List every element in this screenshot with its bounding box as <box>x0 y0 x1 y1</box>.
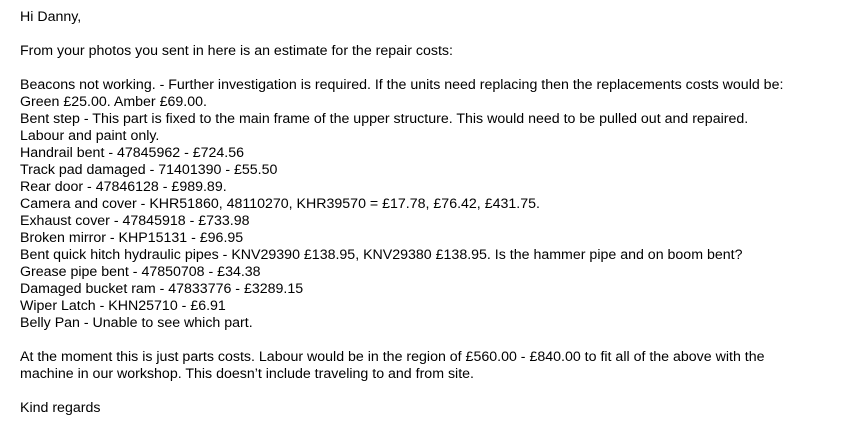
paragraph-gap <box>20 60 850 77</box>
list-item: Exhaust cover - 47845918 - £733.98 <box>20 213 250 229</box>
closing-paragraph-line: At the moment this is just parts costs. Labour would be in the region of £560.00 - £840.00 to fit all of the above with the <box>20 349 765 365</box>
list-item: Handrail bent - 47845962 - £724.56 <box>20 145 245 161</box>
sign-off: Kind regards <box>20 400 101 416</box>
list-item: Grease pipe bent - 47850708 - £34.38 <box>20 264 261 280</box>
list-item: Belly Pan - Unable to see which part. <box>20 315 253 331</box>
list-item: Green £25.00. Amber £69.00. <box>20 94 207 110</box>
list-item: Track pad damaged - 71401390 - £55.50 <box>20 162 278 178</box>
intro-text: From your photos you sent in here is an estimate for the repair costs: <box>20 43 453 59</box>
closing-paragraph-line: machine in our workshop. This doesn’t include traveling to and from site. <box>20 366 474 382</box>
list-item: Beacons not working. - Further investigation is required. If the units need replacing then the replacements costs would be: <box>20 77 784 93</box>
paragraph-gap <box>20 383 850 400</box>
list-item: Labour and paint only. <box>20 128 160 144</box>
list-item: Camera and cover - KHR51860, 48110270, KHR39570 = £17.78, £76.42, £431.75. <box>20 196 540 212</box>
list-item: Bent step - This part is fixed to the main frame of the upper structure. This would need to be pulled out and repaired. <box>20 111 749 127</box>
email-body <box>20 9 850 417</box>
list-item: Damaged bucket ram - 47833776 - £3289.15 <box>20 281 304 297</box>
list-item: Bent quick hitch hydraulic pipes - KNV29390 £138.95, KNV29380 £138.95. Is the hammer pipe and on boom bent? <box>20 247 743 263</box>
list-item: Wiper Latch - KHN25710 - £6.91 <box>20 298 226 314</box>
repair-items-list <box>20 77 850 332</box>
greeting: Hi Danny, <box>20 9 82 25</box>
paragraph-gap <box>20 332 850 349</box>
list-item: Broken mirror - KHP15131 - £96.95 <box>20 230 244 246</box>
paragraph-gap <box>20 26 850 43</box>
list-item: Rear door - 47846128 - £989.89. <box>20 179 227 195</box>
